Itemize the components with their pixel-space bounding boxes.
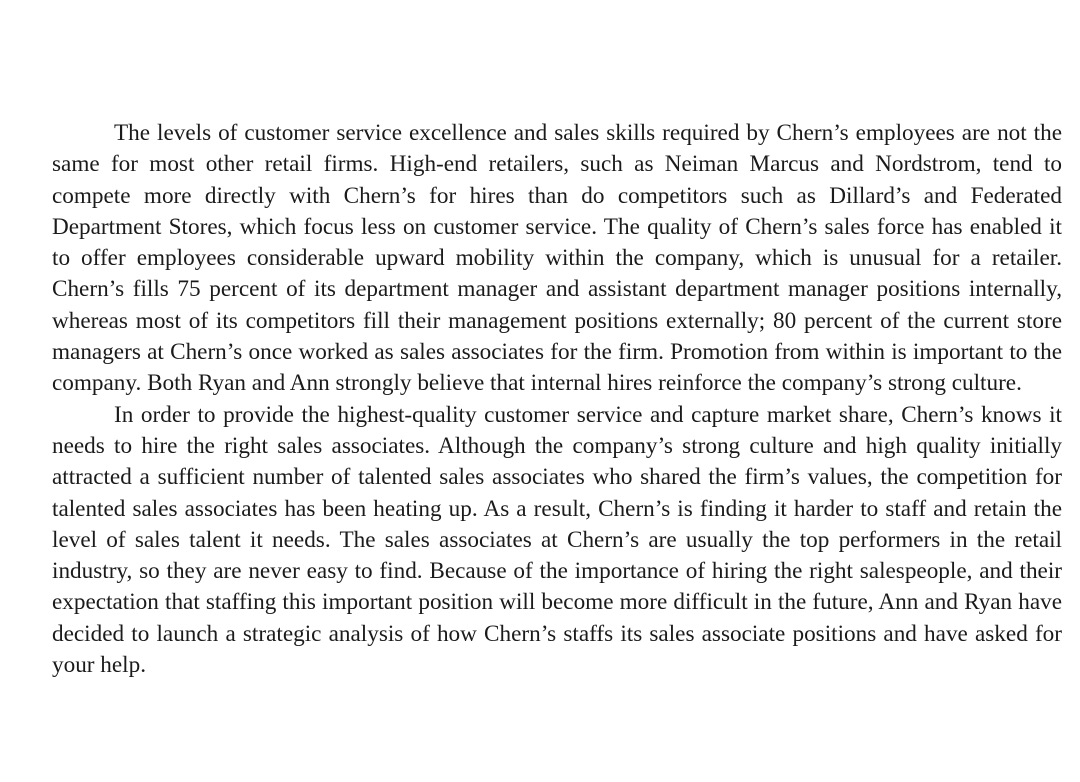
paragraph-1: The levels of customer service excellence and sales skills required by Chern’s employees are not the same for most other retail firms. High-end retailers, such as Neiman Marcus and Nordstrom, tend to compete more directly with Chern’s for hires than do competitors such as Dillard’s and Federated Department Stores, which focus less on customer service. The quality of Chern’s sales force has enabled it to offer employees considerable upward mobility within the company, which is unusual for a retailer. Chern’s fills 75 percent of its department manager and assistant department manager positions internally, whereas most of its competitors fill their management positions externally; 80 percent of the current store managers at Chern’s once worked as sales associates for the firm. Promotion from within is important to the company. Both Ryan and Ann strongly believe that internal hires reinforce the company’s strong culture.: [52, 120, 1062, 397]
body-text: [52, 118, 1062, 681]
paragraph-2: In order to provide the highest-quality customer service and capture market share, Chern’s knows it needs to hire the right sales associates. Although the company’s strong culture and high quality initially attracted a sufficient number of talented sales associates who shared the firm’s values, the competition for talented sales associates has been heating up. As a result, Chern’s is finding it harder to staff and retain the level of sales talent it needs. The sales associates at Chern’s are usually the top performers in the retail industry, so they are never easy to find. Because of the importance of hiring the right salespeople, and their expectation that staffing this important position will become more difficult in the future, Ann and Ryan have decided to launch a strategic analysis of how Chern’s staffs its sales associate positions and have asked for your help.: [52, 401, 1062, 679]
